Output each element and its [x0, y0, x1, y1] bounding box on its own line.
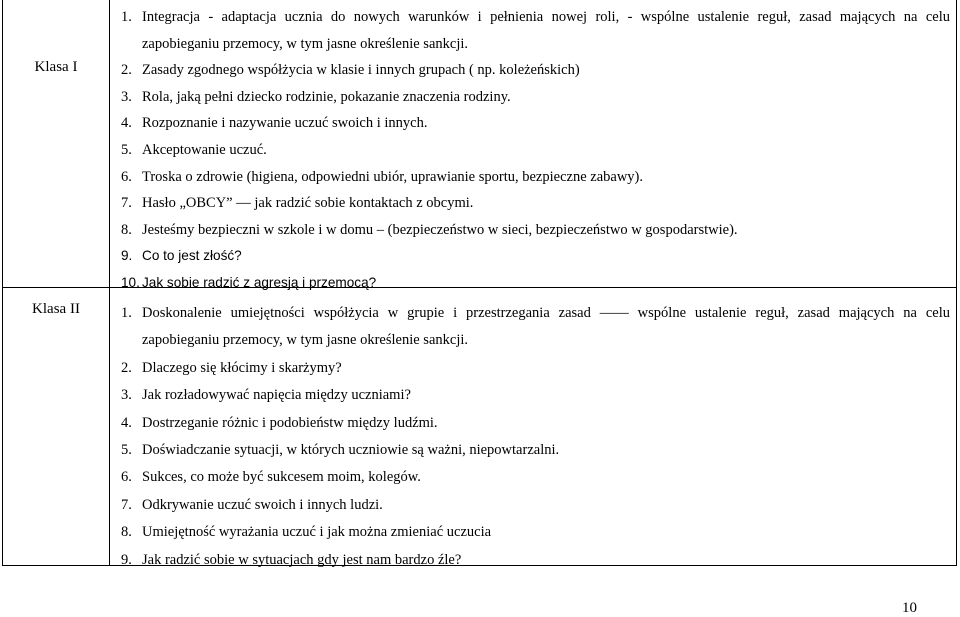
item-number: 9. [121, 551, 132, 568]
list-item [121, 355, 950, 382]
item-text: Zasady zgodnego współżycia w klasie i innych grupach ( np. koleżeńskich) [142, 62, 580, 79]
item-text: Co to jest złość? [142, 248, 242, 264]
page-number: 10 [902, 600, 917, 616]
item-text: Akceptowanie uczuć. [142, 141, 267, 158]
item-number: 4. [121, 115, 132, 132]
item-number: 3. [121, 88, 132, 105]
item-number: 4. [121, 414, 132, 431]
topic-list-klasa-i [121, 4, 950, 297]
item-number: 10. [121, 274, 140, 290]
item-number: 7. [121, 496, 132, 513]
item-text: Doskonalenie umiejętności współżycia w grupie i przestrzegania zasad —— wspólne ustalenie reguł, zasad mających na celu [142, 305, 950, 321]
item-text: Odkrywanie uczuć swoich i innych ludzi. [142, 496, 383, 513]
list-item [121, 190, 950, 217]
item-text-continued: zapobieganiu przemocy, w tym jasne określenie sankcji. [142, 332, 469, 349]
item-number: 5. [121, 141, 132, 158]
list-item [121, 300, 950, 355]
item-text: Dlaczego się kłócimy i skarżymy? [142, 359, 342, 376]
item-text: Umiejętność wyrażania uczuć i jak można zmieniać uczucia [142, 524, 492, 541]
item-text: Rola, jaką pełni dziecko rodzinie, pokazanie znaczenia rodziny. [142, 88, 511, 105]
item-number: 7. [121, 195, 132, 212]
item-number: 8. [121, 524, 132, 541]
curriculum-table [2, 0, 957, 566]
item-text: Jak sobie radzić z agresją i przemocą? [142, 274, 377, 290]
list-item [121, 519, 950, 546]
item-number: 9. [121, 248, 133, 264]
item-text-continued: zapobieganiu przemocy, w tym jasne określenie sankcji. [142, 35, 469, 52]
list-item [121, 464, 950, 491]
item-text: Sukces, co może być sukcesem moim, kolegów. [142, 469, 421, 486]
item-number: 6. [121, 168, 132, 185]
item-text: Jak radzić sobie w sytuacjach gdy jest nam bardzo źle? [142, 551, 462, 568]
item-number: 3. [121, 387, 132, 404]
item-text: Troska o zdrowie (higiena, odpowiedni ubiór, uprawianie sportu, bezpieczne zabawy). [142, 168, 643, 185]
item-number: 5. [121, 442, 132, 459]
class-label-klasa-ii: Klasa II [32, 301, 80, 317]
list-item [121, 382, 950, 409]
list-item [121, 492, 950, 519]
item-text: Hasło „OBCY” — jak radzić sobie kontaktach z obcymi. [142, 195, 474, 212]
list-item [121, 243, 950, 270]
item-text: Integracja - adaptacja ucznia do nowych warunków i pełnienia nowej roli, - wspólne ustalenie reguł, zasad mających na celu [142, 9, 950, 25]
item-text: Rozpoznanie i nazywanie uczuć swoich i innych. [142, 115, 428, 132]
list-item [121, 270, 950, 297]
item-text: Doświadczanie sytuacji, w których uczniowie są ważni, niepowtarzalni. [142, 442, 560, 459]
item-number: 1. [121, 9, 132, 25]
topic-list-klasa-ii [121, 300, 950, 574]
item-text: Jak rozładowywać napięcia między uczniami? [142, 387, 411, 404]
list-item [121, 84, 950, 111]
list-item [121, 137, 950, 164]
item-number: 1. [121, 305, 132, 321]
class-label-klasa-i: Klasa I [34, 59, 78, 75]
list-item [121, 410, 950, 437]
column-divider [109, 0, 110, 565]
list-item [121, 4, 950, 57]
list-item [121, 547, 950, 574]
item-text: Jesteśmy bezpieczni w szkole i w domu – (bezpieczeństwo w sieci, bezpieczeństwo w gospodarstwie). [142, 221, 738, 238]
list-item [121, 437, 950, 464]
list-item [121, 164, 950, 191]
item-number: 2. [121, 359, 132, 376]
item-number: 2. [121, 62, 132, 79]
item-text: Dostrzeganie różnic i podobieństw między ludźmi. [142, 414, 438, 431]
list-item [121, 57, 950, 84]
list-item [121, 217, 950, 244]
list-item [121, 110, 950, 137]
item-number: 6. [121, 469, 132, 486]
item-number: 8. [121, 221, 132, 238]
